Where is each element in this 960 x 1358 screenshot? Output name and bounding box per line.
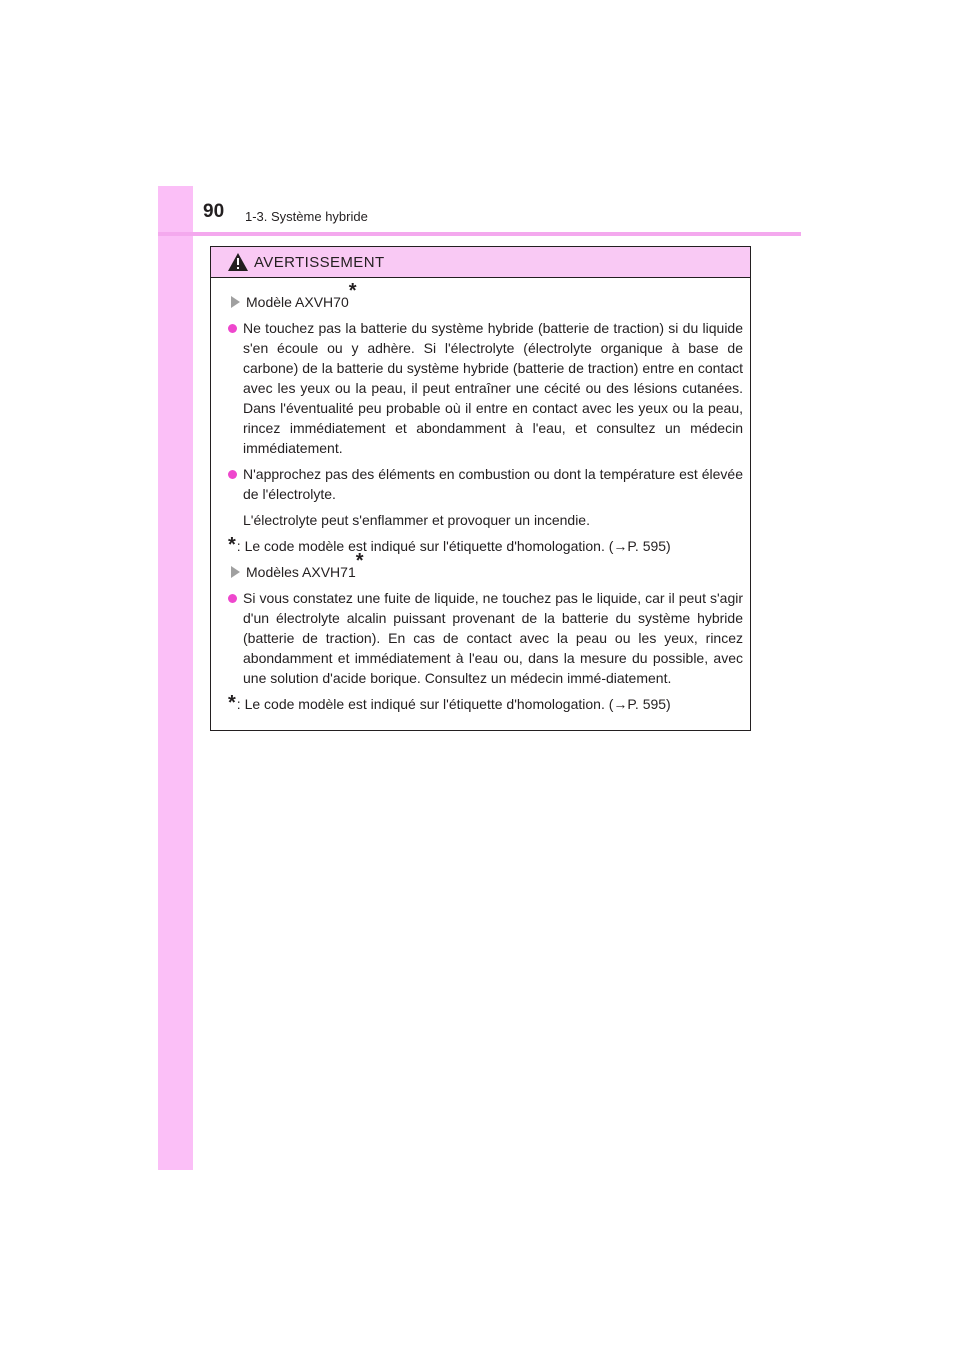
bullet-icon — [228, 324, 237, 333]
model-heading-axvh71 — [228, 550, 743, 582]
warning-header — [211, 247, 750, 278]
footnote-asterisk: * — [228, 534, 236, 556]
bullet-icon — [228, 470, 237, 479]
bullet-icon — [228, 594, 237, 603]
list-item — [228, 318, 743, 458]
page-number: 90 — [203, 201, 225, 222]
note-text: L'électrolyte peut s'enflammer et provoquer un incendie. — [243, 512, 590, 528]
arrow-marker-icon — [231, 566, 240, 578]
bullet-text: Ne touchez pas la batterie du système hybride (batterie de traction) si du liquide s'en écoule ou y adhère. Si l'électrolyte (électrolyte organique à base de carbone) de la batterie du système hybride (batterie de traction) entre en contact avec les yeux ou la peau, il peut entraîner une cécité ou des lésions cutanées. Dans l'éventualité peu probable où il entre en contact avec les yeux ou la peau, rincez immédiatement et abondamment à l'eau, et consultez un médecin immédiatement. — [243, 320, 743, 456]
footnote — [228, 694, 743, 714]
warning-box — [210, 246, 751, 731]
model-label: Modèle AXVH70 — [246, 294, 349, 310]
model-heading-axvh70 — [228, 280, 743, 312]
footnote — [228, 536, 743, 556]
arrow-marker-icon — [231, 296, 240, 308]
bullet-text: N'approchez pas des éléments en combustion ou dont la température est élevée de l'électrolyte. — [243, 466, 743, 502]
footnote-text: : Le code modèle est indiqué sur l'étiquette d'homologation. (→P. 595) — [236, 538, 671, 554]
bullet-text: Si vous constatez une fuite de liquide, ne touchez pas le liquide, car il peut s'agir d'un électrolyte alcalin puissant provenant de la batterie du système hybride (batterie de traction). En cas de contact avec la peau ou les yeux, rincez abondamment et immédiatement à l'eau ou, dans la mesure du possible, avec une solution d'acide borique. Consultez un médecin immé-diatement. — [243, 590, 743, 686]
list-item — [228, 464, 743, 504]
chapter-side-tab — [158, 186, 193, 1170]
footnote-text: : Le code modèle est indiqué sur l'étiquette d'homologation. (→P. 595) — [236, 696, 671, 712]
header-rule — [158, 232, 801, 236]
list-item — [228, 588, 743, 688]
warning-triangle-icon — [227, 252, 249, 272]
asterisk-marker: * — [355, 550, 364, 572]
section-title: 1-3. Système hybride — [245, 209, 368, 224]
footnote-asterisk: * — [228, 692, 236, 714]
asterisk-marker: * — [348, 280, 357, 302]
warning-content — [211, 278, 750, 714]
warning-title: AVERTISSEMENT — [254, 253, 385, 271]
model-label: Modèles AXVH71 — [246, 564, 356, 580]
